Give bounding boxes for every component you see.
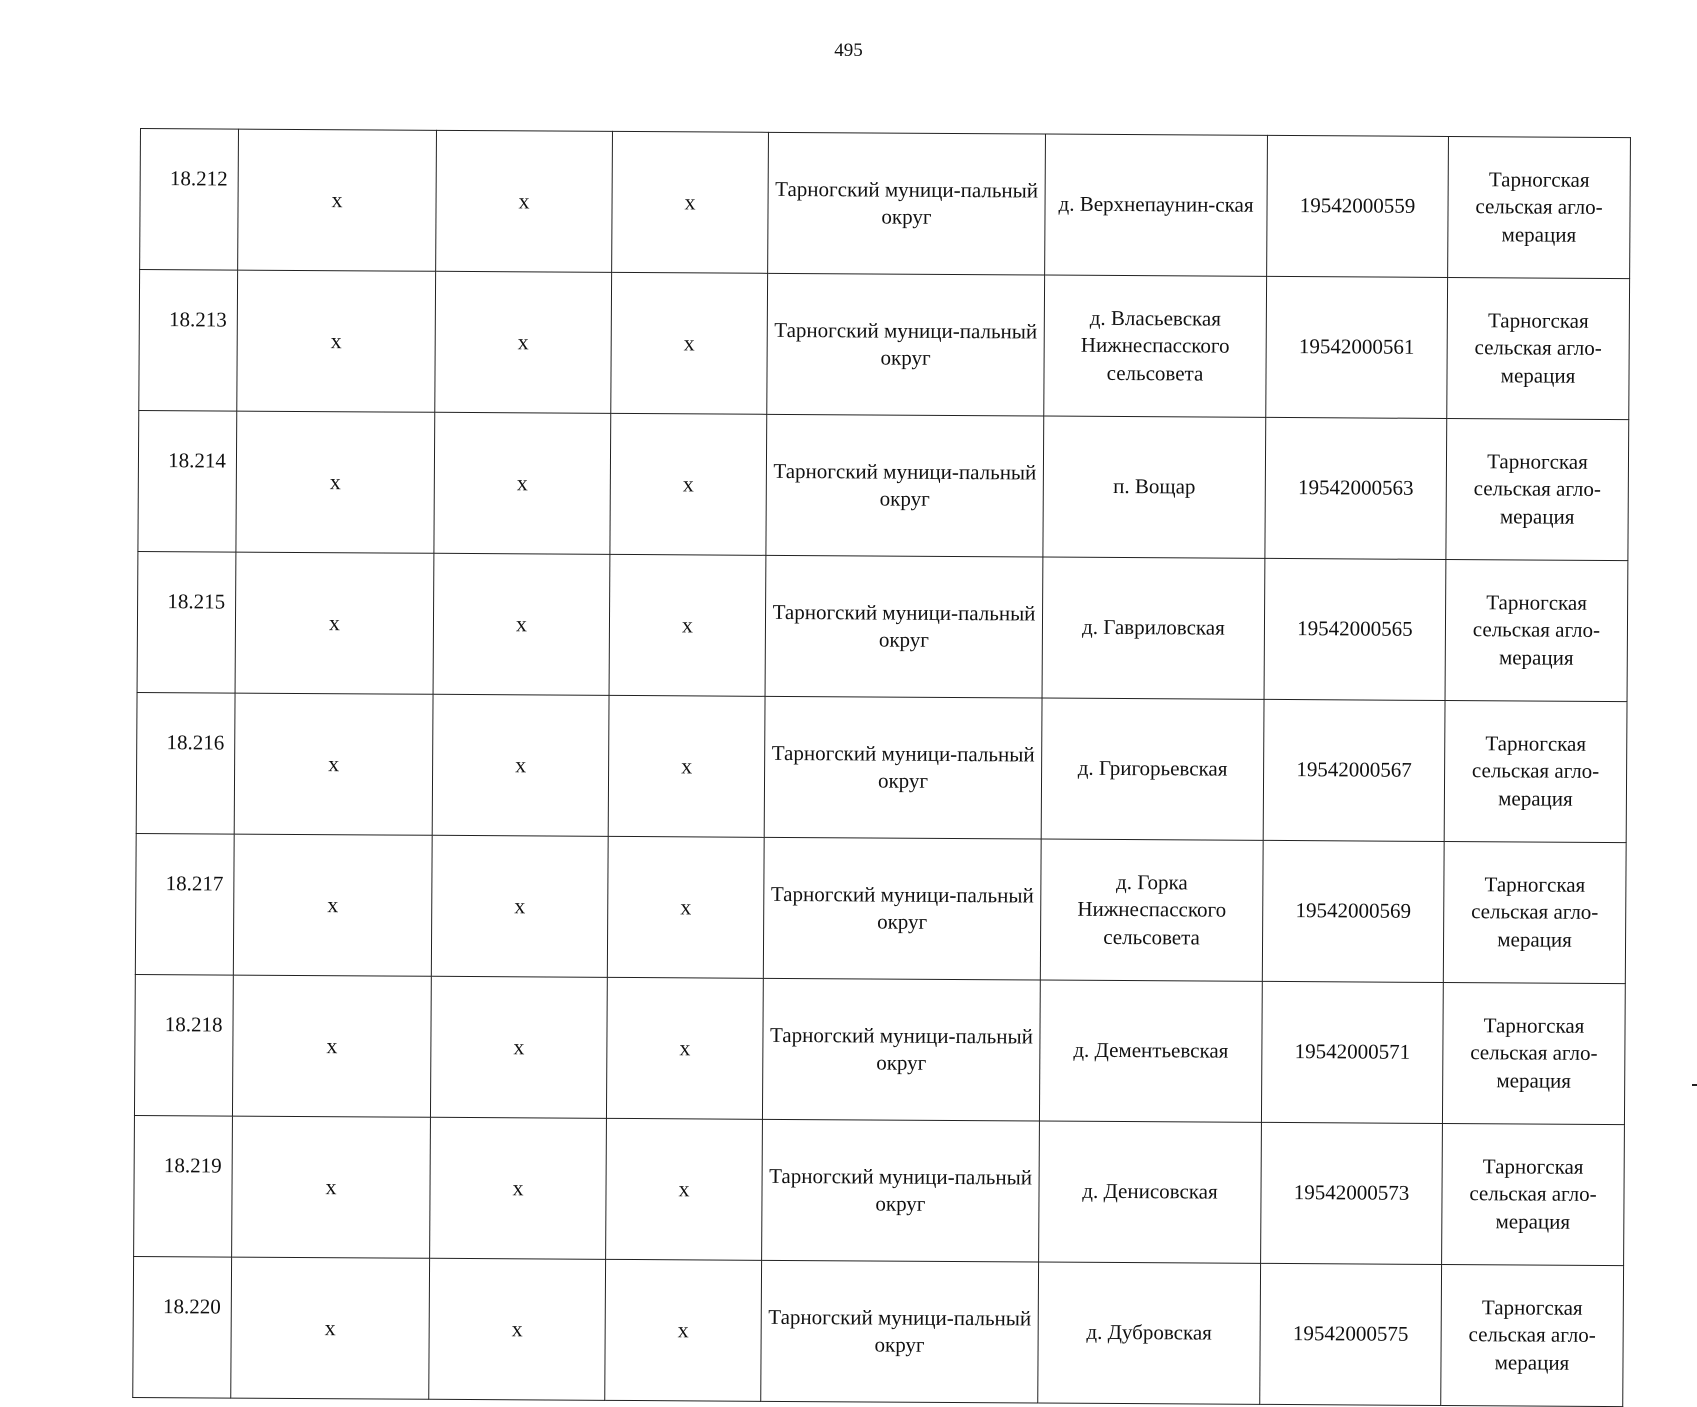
x-cell: х [435,271,612,413]
row-number-cell: 18.220 [133,1256,232,1398]
code-cell: 19542000559 [1267,135,1449,277]
agglomeration-cell: Тарногская сельская агло-мерация [1448,136,1631,278]
table-row [136,692,1627,842]
settlement-cell: д. Горка Нижнеспасского сельсовета [1040,839,1263,981]
x-cell: х [232,1116,431,1258]
municipality-cell: Тарногский муници-пальный округ [762,978,1040,1121]
table-row [133,1256,1624,1406]
settlement-cell: п. Вощар [1043,416,1266,558]
municipality-cell: Тарногский муници-пальный округ [761,1260,1039,1403]
x-cell: х [611,272,768,414]
x-cell: х [610,413,767,555]
x-cell: х [434,412,611,554]
x-cell: х [233,834,432,976]
table-row [140,129,1631,279]
settlement-cell: д. Денисовская [1039,1121,1262,1263]
x-cell: х [429,1258,606,1400]
x-cell: х [612,131,769,273]
agglomeration-cell: Тарногская сельская агло-мерация [1446,418,1629,560]
agglomeration-cell: Тарногская сельская агло-мерация [1444,700,1627,842]
code-cell: 19542000575 [1260,1263,1442,1405]
row-number-cell: 18.213 [139,270,238,412]
code-cell: 19542000567 [1263,699,1445,841]
x-cell: х [433,553,610,695]
row-number-cell: 18.215 [137,551,236,693]
x-cell: х [232,975,431,1117]
code-cell: 19542000565 [1264,558,1446,700]
municipality-cell: Тарногский муници-пальный округ [768,132,1046,275]
scan-edge-mark [1692,1084,1697,1086]
municipality-cell: Тарногский муници-пальный округ [765,555,1043,698]
agglomeration-cell: Тарногская сельская агло-мерация [1442,1123,1625,1265]
settlement-cell: д. Гавриловская [1042,557,1265,699]
settlement-cell: д. Григорьевская [1041,698,1264,840]
settlement-cell: д. Дубровская [1038,1262,1261,1404]
code-cell: 19542000561 [1266,276,1448,418]
x-cell: х [430,1117,607,1259]
code-cell: 19542000569 [1262,840,1444,982]
x-cell: х [431,835,608,977]
settlement-cell: д. Власьевская Нижнеспасского сельсовета [1044,275,1267,417]
x-cell: х [608,695,765,837]
agglomeration-cell: Тарногская сельская агло-мерация [1443,841,1626,983]
page-number: 495 [834,40,863,61]
agglomeration-cell: Тарногская сельская агло-мерация [1447,277,1630,419]
row-number-cell: 18.214 [138,410,237,552]
x-cell: х [231,1257,430,1399]
table-row [138,410,1629,560]
document-table-container [132,128,1630,1407]
table-row [134,1115,1625,1265]
row-number-cell: 18.218 [134,974,233,1116]
row-number-cell: 18.217 [135,833,234,975]
x-cell: х [607,836,764,978]
code-cell: 19542000563 [1265,417,1447,559]
table-row [135,833,1626,983]
table-row [137,551,1628,701]
settlement-cell: д. Верхнепаунин-ская [1045,134,1268,276]
x-cell: х [606,1118,763,1260]
municipality-cell: Тарногский муници-пальный округ [766,414,1044,557]
x-cell: х [237,270,436,412]
table-row [134,974,1625,1124]
x-cell: х [432,694,609,836]
x-cell: х [609,554,766,696]
code-cell: 19542000571 [1261,981,1443,1123]
x-cell: х [436,130,613,272]
municipality-cell: Тарногский муници-пальный округ [763,837,1041,980]
x-cell: х [605,1259,762,1401]
settlement-cell: д. Дементьевская [1039,980,1262,1122]
municipality-cell: Тарногский муници-пальный округ [764,696,1042,839]
row-number-cell: 18.219 [134,1115,233,1257]
agglomeration-cell: Тарногская сельская агло-мерация [1442,982,1625,1124]
row-number-cell: 18.216 [136,692,235,834]
municipality-cell: Тарногский муници-пальный округ [767,273,1045,416]
agglomeration-cell: Тарногская сельская агло-мерация [1445,559,1628,701]
row-number-cell: 18.212 [140,129,239,271]
x-cell: х [236,411,435,553]
municipality-cell: Тарногский муници-пальный округ [762,1119,1040,1262]
document-table [132,128,1631,1407]
table-row [139,270,1630,420]
x-cell: х [235,552,434,694]
x-cell: х [234,693,433,835]
x-cell: х [606,977,763,1119]
x-cell: х [430,976,607,1118]
agglomeration-cell: Тарногская сельская агло-мерация [1441,1264,1624,1406]
x-cell: х [238,129,437,271]
code-cell: 19542000573 [1261,1122,1443,1264]
